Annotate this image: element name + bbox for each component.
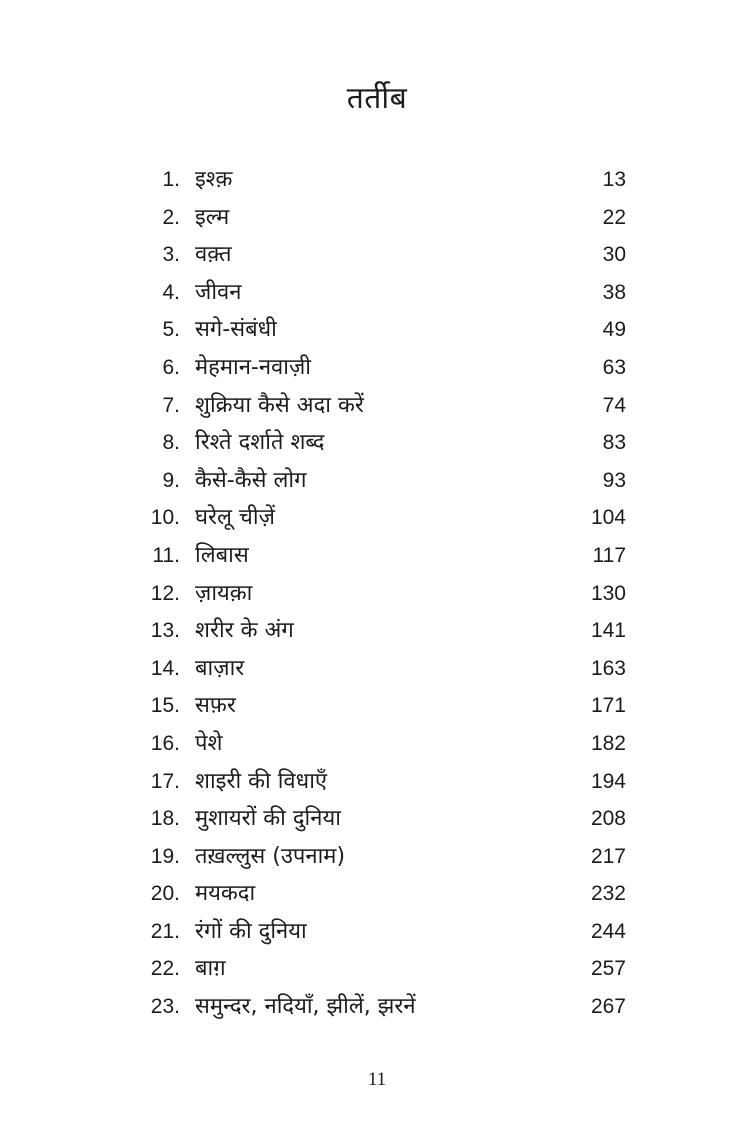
toc-entry-title: पेशे	[195, 730, 223, 756]
toc-entry-title: वक़्त	[195, 242, 232, 268]
toc-entry-title: तख़ल्लुस (उपनाम)	[195, 843, 346, 869]
toc-entry-number: 16.	[150, 731, 180, 755]
toc-entry	[150, 763, 626, 801]
toc-entry-number: 11.	[152, 543, 180, 567]
toc-entry-title: इल्म	[195, 204, 230, 230]
toc-entry-page: 163	[590, 656, 626, 680]
toc-entry-number: 12.	[150, 581, 180, 605]
toc-entry	[150, 575, 626, 613]
toc-entry-title: इश्क़	[195, 167, 233, 192]
toc-entry-page: 194	[590, 769, 626, 793]
toc-entry	[150, 950, 626, 988]
toc-entry-number: 20.	[150, 882, 180, 906]
toc-entry-number: 4.	[162, 280, 180, 304]
toc-entry	[150, 650, 626, 688]
toc-entry	[150, 988, 626, 1026]
toc-entry-page: 217	[590, 844, 626, 868]
toc-entry	[150, 612, 626, 650]
toc-entry-title: बाग़	[195, 956, 226, 982]
toc-entry-page: 171	[590, 694, 626, 718]
toc-entry	[150, 875, 626, 913]
toc-entry-page: 117	[592, 543, 626, 567]
toc-entry-title: सगे-संबंधी	[195, 317, 277, 343]
toc-entry-number: 19.	[150, 844, 180, 868]
toc-entry-title: समुन्दर, नदियाँ, झीलें, झरनें	[195, 994, 416, 1020]
toc-entry-page: 83	[602, 431, 626, 455]
toc-entry	[150, 311, 626, 349]
toc-entry	[150, 199, 626, 237]
toc-entry	[150, 349, 626, 387]
toc-entry-page: 244	[590, 919, 626, 943]
toc-entry-number: 13.	[150, 619, 180, 643]
toc-entry	[150, 800, 626, 838]
toc-entry-page: 49	[602, 318, 626, 342]
toc-entry-number: 2.	[162, 205, 180, 229]
toc-entry	[150, 499, 626, 537]
toc-entry-title: सफ़र	[195, 693, 236, 719]
page-title: तर्तीब	[346, 81, 408, 116]
toc-entry-title: शुक्रिया कैसे अदा करें	[195, 392, 364, 418]
toc-entry-page: 182	[590, 731, 626, 755]
toc-list	[150, 161, 626, 1026]
toc-entry-number: 23.	[150, 995, 180, 1019]
toc-entry-page: 74	[602, 393, 626, 417]
toc-entry-number: 3.	[162, 243, 180, 267]
toc-entry-page: 104	[590, 506, 626, 530]
toc-entry	[150, 537, 626, 575]
toc-entry-page: 141	[590, 619, 626, 643]
toc-entry-page: 232	[590, 882, 626, 906]
toc-entry-title: ज़ायक़ा	[195, 580, 253, 606]
toc-entry-page: 13	[602, 168, 626, 191]
toc-entry-number: 8.	[162, 431, 180, 455]
toc-entry-title: घरेलू चीज़ें	[195, 505, 275, 531]
toc-entry-page: 130	[590, 581, 626, 605]
toc-entry-number: 14.	[150, 656, 180, 680]
toc-entry-page: 93	[602, 468, 626, 492]
toc-entry-title: जीवन	[195, 279, 242, 305]
toc-entry-number: 10.	[150, 506, 180, 530]
toc-entry-page: 208	[590, 807, 626, 831]
toc-entry	[150, 161, 626, 199]
toc-entry-number: 18.	[150, 807, 180, 831]
toc-entry-page: 30	[602, 243, 626, 267]
toc-entry-title: मेहमान-नवाज़ी	[195, 354, 312, 380]
toc-entry-title: रंगों की दुनिया	[195, 918, 307, 944]
toc-entry-number: 15.	[150, 694, 180, 718]
toc-entry-page: 63	[602, 355, 626, 379]
toc-entry-title: रिश्ते दर्शाते शब्द	[195, 430, 325, 456]
folio-page-number: 11	[367, 1069, 387, 1090]
toc-entry-title: मुशायरों की दुनिया	[195, 806, 341, 832]
toc-entry	[150, 913, 626, 951]
toc-entry	[150, 687, 626, 725]
toc-entry-number: 1.	[162, 168, 180, 191]
toc-entry-number: 21.	[150, 919, 180, 943]
toc-entry-number: 6.	[162, 355, 180, 379]
toc-entry	[150, 274, 626, 312]
toc-entry	[150, 387, 626, 425]
toc-entry-page: 22	[602, 205, 626, 229]
toc-entry-title: शरीर के अंग	[195, 618, 294, 644]
toc-entry-title: मयकदा	[195, 881, 256, 907]
toc-entry-number: 22.	[150, 957, 180, 981]
toc-entry-page: 257	[590, 957, 626, 981]
toc-entry-number: 5.	[162, 318, 180, 342]
toc-entry-number: 9.	[162, 468, 180, 492]
toc-entry	[150, 725, 626, 763]
toc-entry-title: बाज़ार	[195, 655, 245, 681]
toc-entry-number: 7.	[162, 393, 180, 417]
toc-entry	[150, 462, 626, 500]
toc-entry-title: कैसे-कैसे लोग	[195, 467, 307, 493]
toc-entry-title: शाइरी की विधाएँ	[195, 768, 328, 794]
toc-entry	[150, 236, 626, 274]
toc-entry-title: लिबास	[195, 542, 249, 568]
toc-entry	[150, 838, 626, 876]
toc-entry-number: 17.	[150, 769, 180, 793]
toc-entry-page: 38	[602, 280, 626, 304]
toc-entry-page: 267	[590, 995, 626, 1019]
toc-entry	[150, 424, 626, 462]
